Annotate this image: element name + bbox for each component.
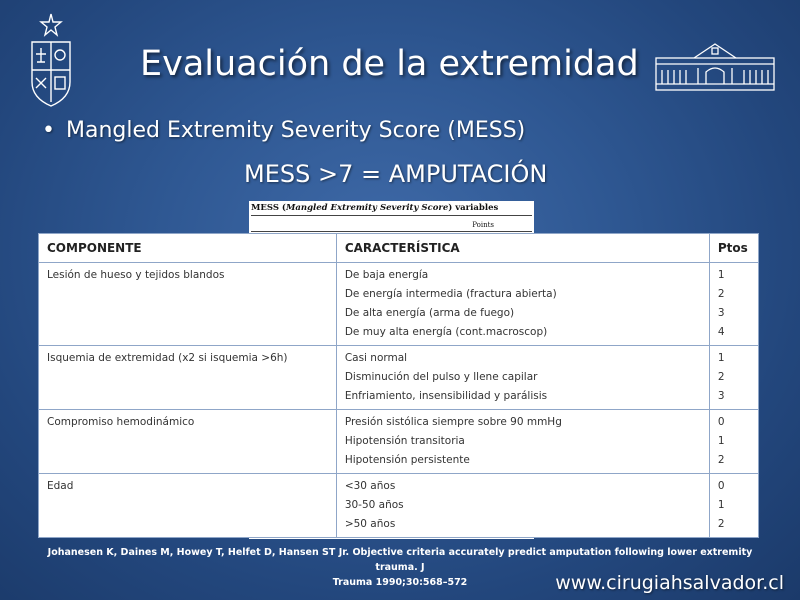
points-cell xyxy=(709,263,758,346)
points-value: 1 xyxy=(717,435,725,447)
characteristics-cell xyxy=(336,263,709,346)
points-cell xyxy=(709,410,758,474)
characteristic-item: Hipotensión persistente xyxy=(344,454,470,466)
points-value: 2 xyxy=(717,518,725,530)
table-row xyxy=(39,263,759,346)
table-row xyxy=(39,410,759,474)
characteristic-item: De baja energía xyxy=(344,269,429,281)
amputation-threshold: MESS >7 = AMPUTACIÓN xyxy=(244,160,548,188)
table-row xyxy=(39,474,759,538)
characteristic-item: Hipotensión transitoria xyxy=(344,435,465,447)
characteristic-item: De muy alta energía (cont.macroscop) xyxy=(344,326,548,338)
bullet-item xyxy=(42,118,525,143)
points-cell xyxy=(709,474,758,538)
paper-points-label: Points xyxy=(472,221,494,229)
characteristic-item: >50 años xyxy=(344,518,396,530)
characteristic-item: Disminución del pulso y llene capilar xyxy=(344,371,538,383)
points-value: 2 xyxy=(717,454,725,466)
bullet-text: Mangled Extremity Severity Score (MESS) xyxy=(66,118,526,143)
bullet-symbol: • xyxy=(42,118,55,143)
characteristics-cell xyxy=(336,346,709,410)
table-row xyxy=(39,346,759,410)
table-header-row xyxy=(39,234,759,263)
citation-line: Johanesen K, Daines M, Howey T, Helfet D, Hansen ST Jr. Objective criteria accurately predict amputation following lower extremity trauma. J xyxy=(47,547,753,573)
points-value: 2 xyxy=(717,288,725,300)
characteristic-item: Presión sistólica siempre sobre 90 mmHg xyxy=(344,416,562,428)
mess-table xyxy=(38,233,759,538)
university-crest-icon xyxy=(22,10,80,110)
header-caracteristica: CARACTERÍSTICA xyxy=(336,234,709,263)
characteristic-item: Casi normal xyxy=(344,352,408,364)
component-cell: Lesión de hueso y tejidos blandos xyxy=(39,263,337,346)
paper-rule xyxy=(251,215,532,216)
header-ptos: Ptos xyxy=(709,234,758,263)
points-value: 1 xyxy=(717,499,725,511)
university-building-icon xyxy=(654,40,776,92)
characteristic-item: Enfriamiento, insensibilidad y parálisis xyxy=(344,390,548,402)
points-value: 3 xyxy=(717,307,725,319)
component-cell: Isquemia de extremidad (x2 si isquemia >6h) xyxy=(39,346,337,410)
header-componente: COMPONENTE xyxy=(39,234,337,263)
website-url: www.cirugiahsalvador.cl xyxy=(555,572,784,594)
points-value: 0 xyxy=(717,416,725,428)
slide-title: Evaluación de la extremidad xyxy=(140,44,639,84)
characteristic-item: De energía intermedia (fractura abierta) xyxy=(344,288,557,300)
component-cell: Edad xyxy=(39,474,337,538)
points-cell xyxy=(709,346,758,410)
citation-line: Trauma 1990;30:568–572 xyxy=(332,577,468,588)
paper-title: MESS (Mangled Extremity Severity Score) variables xyxy=(251,203,499,213)
component-cell: Compromiso hemodinámico xyxy=(39,410,337,474)
paper-rule xyxy=(251,231,532,232)
points-value: 3 xyxy=(717,390,725,402)
characteristic-item: 30-50 años xyxy=(344,499,404,511)
points-value: 0 xyxy=(717,480,725,492)
points-value: 1 xyxy=(717,269,725,281)
characteristic-item: <30 años xyxy=(344,480,396,492)
points-value: 4 xyxy=(717,326,725,338)
points-value: 1 xyxy=(717,352,725,364)
characteristics-cell xyxy=(336,474,709,538)
characteristics-cell xyxy=(336,410,709,474)
points-value: 2 xyxy=(717,371,725,383)
characteristic-item: De alta energía (arma de fuego) xyxy=(344,307,515,319)
